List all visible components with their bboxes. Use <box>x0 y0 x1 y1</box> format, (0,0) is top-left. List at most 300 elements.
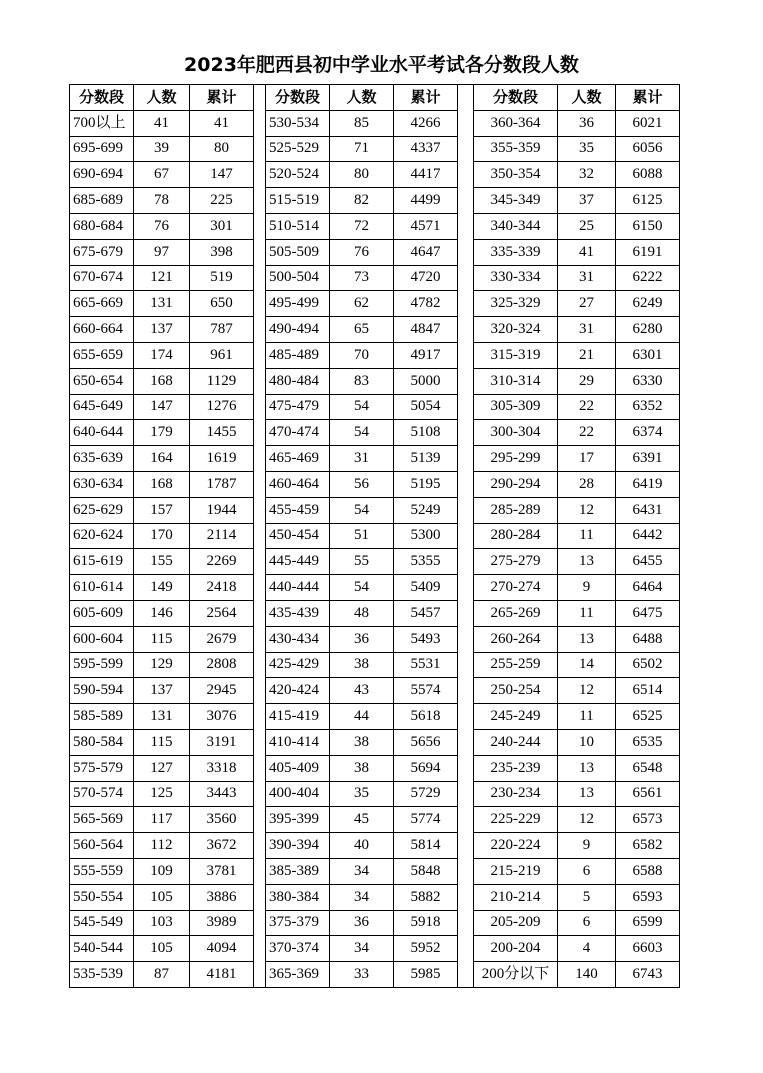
column-gap <box>254 471 266 497</box>
count-cell: 21 <box>558 342 616 368</box>
score-range-cell: 210-214 <box>474 884 558 910</box>
count-cell: 22 <box>558 394 616 420</box>
score-range-cell: 260-264 <box>474 626 558 652</box>
cumulative-cell: 1619 <box>190 446 254 472</box>
count-cell: 10 <box>558 729 616 755</box>
column-gap <box>458 678 474 704</box>
score-range-cell: 550-554 <box>70 884 134 910</box>
score-range-cell: 380-384 <box>266 884 330 910</box>
column-gap <box>254 575 266 601</box>
score-range-cell: 475-479 <box>266 394 330 420</box>
cumulative-cell: 2808 <box>190 652 254 678</box>
column-gap <box>254 781 266 807</box>
score-range-cell: 295-299 <box>474 446 558 472</box>
score-range-cell: 480-484 <box>266 368 330 394</box>
count-cell: 112 <box>134 833 190 859</box>
table-row <box>70 910 680 936</box>
count-cell: 76 <box>330 239 394 265</box>
score-range-cell: 205-209 <box>474 910 558 936</box>
cumulative-cell: 6743 <box>616 962 680 988</box>
cumulative-cell: 787 <box>190 317 254 343</box>
table-body <box>70 85 680 988</box>
column-gap <box>458 807 474 833</box>
count-cell: 5 <box>558 884 616 910</box>
cumulative-cell: 4266 <box>394 110 458 136</box>
cumulative-cell: 6582 <box>616 833 680 859</box>
score-range-cell: 300-304 <box>474 420 558 446</box>
count-cell: 29 <box>558 368 616 394</box>
column-gap <box>254 110 266 136</box>
column-gap <box>254 910 266 936</box>
table-row <box>70 755 680 781</box>
score-range-cell: 690-694 <box>70 162 134 188</box>
column-gap <box>254 678 266 704</box>
table-row <box>70 497 680 523</box>
column-gap <box>254 420 266 446</box>
count-cell: 25 <box>558 213 616 239</box>
score-range-cell: 455-459 <box>266 497 330 523</box>
table-row <box>70 549 680 575</box>
count-cell: 13 <box>558 626 616 652</box>
count-cell: 155 <box>134 549 190 575</box>
count-cell: 76 <box>134 213 190 239</box>
column-gap <box>254 85 266 111</box>
header-range: 分数段 <box>474 85 558 111</box>
table-row <box>70 575 680 601</box>
table-row <box>70 781 680 807</box>
count-cell: 13 <box>558 549 616 575</box>
score-range-cell: 370-374 <box>266 936 330 962</box>
table-row <box>70 291 680 317</box>
cumulative-cell: 4181 <box>190 962 254 988</box>
score-range-cell: 375-379 <box>266 910 330 936</box>
table-row <box>70 936 680 962</box>
cumulative-cell: 6442 <box>616 523 680 549</box>
cumulative-cell: 80 <box>190 136 254 162</box>
score-range-cell: 315-319 <box>474 342 558 368</box>
score-range-cell: 575-579 <box>70 755 134 781</box>
count-cell: 6 <box>558 858 616 884</box>
count-cell: 73 <box>330 265 394 291</box>
score-range-cell: 545-549 <box>70 910 134 936</box>
count-cell: 17 <box>558 446 616 472</box>
cumulative-cell: 5952 <box>394 936 458 962</box>
count-cell: 164 <box>134 446 190 472</box>
count-cell: 32 <box>558 162 616 188</box>
column-gap <box>254 523 266 549</box>
score-range-cell: 390-394 <box>266 833 330 859</box>
table-row <box>70 368 680 394</box>
column-gap <box>254 317 266 343</box>
count-cell: 12 <box>558 678 616 704</box>
header-range: 分数段 <box>70 85 134 111</box>
score-range-cell: 640-644 <box>70 420 134 446</box>
score-range-cell: 200-204 <box>474 936 558 962</box>
count-cell: 43 <box>330 678 394 704</box>
score-range-cell: 355-359 <box>474 136 558 162</box>
score-range-cell: 365-369 <box>266 962 330 988</box>
count-cell: 117 <box>134 807 190 833</box>
score-range-cell: 530-534 <box>266 110 330 136</box>
column-gap <box>458 497 474 523</box>
score-range-cell: 650-654 <box>70 368 134 394</box>
count-cell: 109 <box>134 858 190 884</box>
count-cell: 31 <box>558 317 616 343</box>
cumulative-cell: 5918 <box>394 910 458 936</box>
score-range-cell: 445-449 <box>266 549 330 575</box>
cumulative-cell: 5139 <box>394 446 458 472</box>
score-range-cell: 410-414 <box>266 729 330 755</box>
cumulative-cell: 1944 <box>190 497 254 523</box>
cumulative-cell: 6593 <box>616 884 680 910</box>
cumulative-cell: 4337 <box>394 136 458 162</box>
count-cell: 103 <box>134 910 190 936</box>
cumulative-cell: 6125 <box>616 188 680 214</box>
column-gap <box>458 394 474 420</box>
count-cell: 121 <box>134 265 190 291</box>
count-cell: 28 <box>558 471 616 497</box>
column-gap <box>458 858 474 884</box>
count-cell: 54 <box>330 497 394 523</box>
cumulative-cell: 41 <box>190 110 254 136</box>
cumulative-cell: 5000 <box>394 368 458 394</box>
column-gap <box>254 342 266 368</box>
cumulative-cell: 5457 <box>394 600 458 626</box>
table-row <box>70 652 680 678</box>
cumulative-cell: 1787 <box>190 471 254 497</box>
column-gap <box>458 910 474 936</box>
score-range-cell: 250-254 <box>474 678 558 704</box>
count-cell: 62 <box>330 291 394 317</box>
column-gap <box>458 575 474 601</box>
count-cell: 11 <box>558 600 616 626</box>
score-range-cell: 580-584 <box>70 729 134 755</box>
score-range-cell: 620-624 <box>70 523 134 549</box>
score-range-cell: 700以上 <box>70 110 134 136</box>
count-cell: 45 <box>330 807 394 833</box>
cumulative-cell: 5848 <box>394 858 458 884</box>
cumulative-cell: 6514 <box>616 678 680 704</box>
cumulative-cell: 6374 <box>616 420 680 446</box>
count-cell: 54 <box>330 575 394 601</box>
count-cell: 54 <box>330 420 394 446</box>
score-range-cell: 500-504 <box>266 265 330 291</box>
count-cell: 149 <box>134 575 190 601</box>
count-cell: 12 <box>558 807 616 833</box>
cumulative-cell: 4720 <box>394 265 458 291</box>
score-range-cell: 275-279 <box>474 549 558 575</box>
column-gap <box>254 265 266 291</box>
column-gap <box>254 136 266 162</box>
cumulative-cell: 5774 <box>394 807 458 833</box>
count-cell: 125 <box>134 781 190 807</box>
cumulative-cell: 6603 <box>616 936 680 962</box>
score-range-cell: 660-664 <box>70 317 134 343</box>
score-range-cell: 670-674 <box>70 265 134 291</box>
score-range-cell: 495-499 <box>266 291 330 317</box>
column-gap <box>254 962 266 988</box>
column-gap <box>254 755 266 781</box>
cumulative-cell: 6599 <box>616 910 680 936</box>
count-cell: 12 <box>558 497 616 523</box>
column-gap <box>458 342 474 368</box>
count-cell: 70 <box>330 342 394 368</box>
column-gap <box>458 523 474 549</box>
cumulative-cell: 5054 <box>394 394 458 420</box>
count-cell: 11 <box>558 704 616 730</box>
count-cell: 170 <box>134 523 190 549</box>
cumulative-cell: 5355 <box>394 549 458 575</box>
column-gap <box>458 652 474 678</box>
column-gap <box>458 162 474 188</box>
count-cell: 56 <box>330 471 394 497</box>
column-gap <box>254 884 266 910</box>
count-cell: 71 <box>330 136 394 162</box>
header-range: 分数段 <box>266 85 330 111</box>
score-range-cell: 245-249 <box>474 704 558 730</box>
table-row <box>70 162 680 188</box>
score-range-cell: 255-259 <box>474 652 558 678</box>
cumulative-cell: 3989 <box>190 910 254 936</box>
count-cell: 35 <box>558 136 616 162</box>
count-cell: 13 <box>558 781 616 807</box>
cumulative-cell: 6431 <box>616 497 680 523</box>
column-gap <box>458 239 474 265</box>
count-cell: 146 <box>134 600 190 626</box>
score-range-cell: 485-489 <box>266 342 330 368</box>
count-cell: 127 <box>134 755 190 781</box>
cumulative-cell: 6391 <box>616 446 680 472</box>
count-cell: 22 <box>558 420 616 446</box>
cumulative-cell: 5656 <box>394 729 458 755</box>
column-gap <box>458 188 474 214</box>
cumulative-cell: 5574 <box>394 678 458 704</box>
score-range-cell: 515-519 <box>266 188 330 214</box>
table-row <box>70 136 680 162</box>
score-range-cell: 460-464 <box>266 471 330 497</box>
cumulative-cell: 6150 <box>616 213 680 239</box>
cumulative-cell: 6419 <box>616 471 680 497</box>
cumulative-cell: 5531 <box>394 652 458 678</box>
score-range-cell: 635-639 <box>70 446 134 472</box>
count-cell: 168 <box>134 471 190 497</box>
score-range-cell: 450-454 <box>266 523 330 549</box>
cumulative-cell: 4647 <box>394 239 458 265</box>
count-cell: 37 <box>558 188 616 214</box>
score-range-cell: 565-569 <box>70 807 134 833</box>
cumulative-cell: 2269 <box>190 549 254 575</box>
cumulative-cell: 2945 <box>190 678 254 704</box>
count-cell: 36 <box>558 110 616 136</box>
column-gap <box>458 755 474 781</box>
count-cell: 80 <box>330 162 394 188</box>
count-cell: 157 <box>134 497 190 523</box>
count-cell: 78 <box>134 188 190 214</box>
score-range-cell: 665-669 <box>70 291 134 317</box>
cumulative-cell: 5493 <box>394 626 458 652</box>
score-range-cell: 440-444 <box>266 575 330 601</box>
count-cell: 87 <box>134 962 190 988</box>
count-cell: 31 <box>558 265 616 291</box>
table-row <box>70 884 680 910</box>
cumulative-cell: 6021 <box>616 110 680 136</box>
count-cell: 65 <box>330 317 394 343</box>
cumulative-cell: 6588 <box>616 858 680 884</box>
header-cumulative: 累计 <box>190 85 254 111</box>
table-row <box>70 239 680 265</box>
header-count: 人数 <box>134 85 190 111</box>
column-gap <box>458 471 474 497</box>
table-row <box>70 110 680 136</box>
score-range-cell: 590-594 <box>70 678 134 704</box>
column-gap <box>458 446 474 472</box>
score-range-cell: 570-574 <box>70 781 134 807</box>
header-row <box>70 85 680 111</box>
count-cell: 41 <box>134 110 190 136</box>
score-range-cell: 200分以下 <box>474 962 558 988</box>
cumulative-cell: 3191 <box>190 729 254 755</box>
count-cell: 44 <box>330 704 394 730</box>
column-gap <box>458 600 474 626</box>
score-range-cell: 305-309 <box>474 394 558 420</box>
count-cell: 129 <box>134 652 190 678</box>
cumulative-cell: 6561 <box>616 781 680 807</box>
score-range-cell: 625-629 <box>70 497 134 523</box>
count-cell: 48 <box>330 600 394 626</box>
count-cell: 105 <box>134 936 190 962</box>
count-cell: 33 <box>330 962 394 988</box>
cumulative-cell: 3781 <box>190 858 254 884</box>
score-range-cell: 265-269 <box>474 600 558 626</box>
cumulative-cell: 6573 <box>616 807 680 833</box>
column-gap <box>458 781 474 807</box>
column-gap <box>254 704 266 730</box>
score-range-cell: 585-589 <box>70 704 134 730</box>
column-gap <box>254 600 266 626</box>
column-gap <box>458 729 474 755</box>
column-gap <box>254 394 266 420</box>
count-cell: 36 <box>330 626 394 652</box>
count-cell: 137 <box>134 317 190 343</box>
cumulative-cell: 5409 <box>394 575 458 601</box>
column-gap <box>254 833 266 859</box>
score-range-cell: 430-434 <box>266 626 330 652</box>
cumulative-cell: 3076 <box>190 704 254 730</box>
score-range-cell: 310-314 <box>474 368 558 394</box>
score-range-cell: 645-649 <box>70 394 134 420</box>
score-range-cell: 435-439 <box>266 600 330 626</box>
score-range-cell: 220-224 <box>474 833 558 859</box>
cumulative-cell: 6280 <box>616 317 680 343</box>
score-range-cell: 420-424 <box>266 678 330 704</box>
score-range-cell: 225-229 <box>474 807 558 833</box>
cumulative-cell: 1129 <box>190 368 254 394</box>
column-gap <box>254 497 266 523</box>
table-row <box>70 678 680 704</box>
score-range-cell: 415-419 <box>266 704 330 730</box>
column-gap <box>458 85 474 111</box>
cumulative-cell: 4917 <box>394 342 458 368</box>
count-cell: 83 <box>330 368 394 394</box>
cumulative-cell: 650 <box>190 291 254 317</box>
table-row <box>70 962 680 988</box>
cumulative-cell: 5814 <box>394 833 458 859</box>
column-gap <box>254 291 266 317</box>
score-range-cell: 630-634 <box>70 471 134 497</box>
cumulative-cell: 5882 <box>394 884 458 910</box>
cumulative-cell: 6222 <box>616 265 680 291</box>
column-gap <box>254 936 266 962</box>
header-count: 人数 <box>558 85 616 111</box>
score-range-cell: 520-524 <box>266 162 330 188</box>
count-cell: 115 <box>134 626 190 652</box>
score-range-cell: 235-239 <box>474 755 558 781</box>
column-gap <box>254 652 266 678</box>
column-gap <box>458 549 474 575</box>
score-range-cell: 345-349 <box>474 188 558 214</box>
cumulative-cell: 5249 <box>394 497 458 523</box>
cumulative-cell: 4499 <box>394 188 458 214</box>
page-title: 2023年肥西县初中学业水平考试各分数段人数 <box>184 54 579 76</box>
column-gap <box>254 188 266 214</box>
score-range-cell: 215-219 <box>474 858 558 884</box>
cumulative-cell: 2679 <box>190 626 254 652</box>
score-range-cell: 360-364 <box>474 110 558 136</box>
cumulative-cell: 398 <box>190 239 254 265</box>
table-row <box>70 858 680 884</box>
score-range-cell: 555-559 <box>70 858 134 884</box>
table-row <box>70 188 680 214</box>
score-range-cell: 535-539 <box>70 962 134 988</box>
score-range-cell: 395-399 <box>266 807 330 833</box>
column-gap <box>458 936 474 962</box>
cumulative-cell: 961 <box>190 342 254 368</box>
score-range-cell: 695-699 <box>70 136 134 162</box>
column-gap <box>458 265 474 291</box>
cumulative-cell: 6330 <box>616 368 680 394</box>
cumulative-cell: 4571 <box>394 213 458 239</box>
score-range-cell: 525-529 <box>266 136 330 162</box>
score-range-cell: 490-494 <box>266 317 330 343</box>
cumulative-cell: 6249 <box>616 291 680 317</box>
column-gap <box>254 162 266 188</box>
score-range-cell: 285-289 <box>474 497 558 523</box>
count-cell: 40 <box>330 833 394 859</box>
column-gap <box>254 807 266 833</box>
cumulative-cell: 5618 <box>394 704 458 730</box>
table-row <box>70 213 680 239</box>
score-range-cell: 340-344 <box>474 213 558 239</box>
column-gap <box>254 368 266 394</box>
count-cell: 34 <box>330 884 394 910</box>
table-row <box>70 471 680 497</box>
score-range-cell: 425-429 <box>266 652 330 678</box>
count-cell: 147 <box>134 394 190 420</box>
cumulative-cell: 6455 <box>616 549 680 575</box>
cumulative-cell: 3443 <box>190 781 254 807</box>
cumulative-cell: 4094 <box>190 936 254 962</box>
count-cell: 38 <box>330 729 394 755</box>
count-cell: 72 <box>330 213 394 239</box>
column-gap <box>458 213 474 239</box>
count-cell: 168 <box>134 368 190 394</box>
header-cumulative: 累计 <box>616 85 680 111</box>
score-range-cell: 320-324 <box>474 317 558 343</box>
score-range-cell: 615-619 <box>70 549 134 575</box>
cumulative-cell: 5694 <box>394 755 458 781</box>
table-row <box>70 704 680 730</box>
score-range-cell: 510-514 <box>266 213 330 239</box>
